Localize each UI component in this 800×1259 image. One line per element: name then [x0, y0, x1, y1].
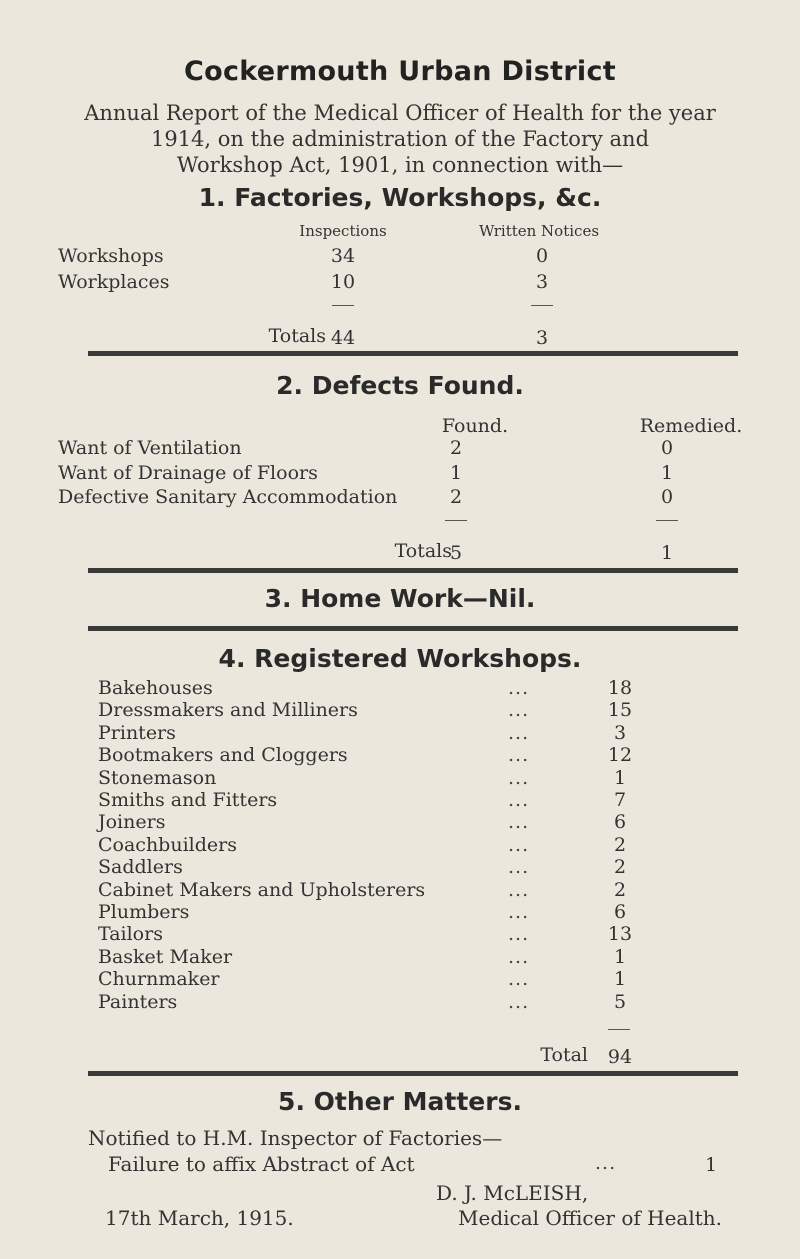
divider-dash [608, 1029, 630, 1030]
workshop-label: Basket Maker [98, 946, 233, 968]
workshop-label: Stonemason [98, 767, 217, 789]
workshop-label: Churnmaker [98, 968, 220, 990]
workshop-count: 15 [607, 699, 633, 721]
remedied-sanitary: 0 [660, 486, 674, 508]
inspections-workplaces: 10 [330, 271, 356, 293]
workshops-total-label: Total [540, 1044, 588, 1066]
row-label-workshops: Workshops [58, 245, 164, 267]
workshop-count: 2 [613, 879, 627, 901]
leader-dots: ... [508, 677, 530, 699]
workshop-count: 3 [613, 722, 627, 744]
other-matters-line-2: Failure to affix Abstract of Act [108, 1152, 415, 1176]
found-drainage: 1 [449, 462, 463, 484]
col-found: Found. [441, 415, 509, 437]
section-rule [88, 1071, 738, 1076]
workshop-label: Saddlers [98, 856, 183, 878]
signature-role: Medical Officer of Health. [458, 1206, 723, 1230]
found-sanitary: 2 [449, 486, 463, 508]
defect-label-ventilation: Want of Ventilation [58, 437, 242, 459]
leader-dots: ... [508, 789, 530, 811]
inspections-workshops: 34 [330, 245, 356, 267]
leader-dots: ... [508, 722, 530, 744]
col-inspections: Inspections [299, 222, 387, 240]
workshop-count: 13 [607, 923, 633, 945]
workshops-total-value: 94 [607, 1046, 633, 1068]
section5-heading: 5. Other Matters. [278, 1087, 522, 1116]
divider-dash [531, 305, 553, 306]
found-ventilation: 2 [449, 437, 463, 459]
leader-dots: ... [508, 901, 530, 923]
totals-notices: 3 [535, 327, 549, 349]
workshop-label: Plumbers [98, 901, 190, 923]
workshop-label: Painters [98, 991, 178, 1013]
other-matters-line-1: Notified to H.M. Inspector of Factories— [88, 1126, 503, 1150]
leader-dots: ... [508, 856, 530, 878]
remedied-ventilation: 0 [660, 437, 674, 459]
workshop-count: 7 [613, 789, 627, 811]
report-date: 17th March, 1915. [105, 1206, 294, 1230]
leader-dots: ... [508, 991, 530, 1013]
workshop-count: 6 [613, 811, 627, 833]
leader-dots: ... [508, 968, 530, 990]
notices-workshops: 0 [535, 245, 549, 267]
workshop-label: Coachbuilders [98, 834, 237, 856]
workshop-count: 2 [613, 834, 627, 856]
workshop-label: Cabinet Makers and Upholsterers [98, 879, 426, 901]
other-matters-value: 1 [704, 1154, 718, 1176]
workshop-count: 1 [613, 968, 627, 990]
section2-heading: 2. Defects Found. [276, 371, 524, 400]
section1-heading: 1. Factories, Workshops, &c. [198, 183, 602, 212]
divider-dash [445, 520, 467, 521]
workshop-label: Bakehouses [98, 677, 213, 699]
divider-dash [332, 305, 354, 306]
leader-dots: ... [508, 923, 530, 945]
leader-dots: ... [508, 767, 530, 789]
col-written-notices: Written Notices [478, 222, 600, 240]
defect-label-drainage: Want of Drainage of Floors [58, 462, 318, 484]
totals-label: Totals [268, 325, 326, 347]
workshop-count: 6 [613, 901, 627, 923]
totals-inspections: 44 [330, 327, 356, 349]
signature-name: D. J. McLEISH, [436, 1181, 589, 1205]
workshop-label: Printers [98, 722, 176, 744]
workshop-count: 5 [613, 991, 627, 1013]
remedied-drainage: 1 [660, 462, 674, 484]
defects-totals-label: Totals [394, 540, 452, 562]
leader-dots: ... [508, 834, 530, 856]
leader-dots: ... [508, 699, 530, 721]
workshop-count: 2 [613, 856, 627, 878]
leader-dots: ... [508, 811, 530, 833]
defects-totals-found: 5 [449, 542, 463, 564]
workshop-label: Joiners [98, 811, 166, 833]
leader-dots: ... [508, 946, 530, 968]
col-remedied: Remedied. [639, 415, 743, 437]
intro-line-3: Workshop Act, 1901, in connection with— [176, 153, 624, 177]
section3-heading: 3. Home Work—Nil. [264, 584, 536, 613]
section-rule [88, 351, 738, 356]
workshop-label: Smiths and Fitters [98, 789, 278, 811]
defects-totals-remedied: 1 [660, 542, 674, 564]
workshop-count: 18 [607, 677, 633, 699]
workshop-label: Bootmakers and Cloggers [98, 744, 348, 766]
workshop-label: Tailors [98, 923, 163, 945]
leader-dots: ... [508, 744, 530, 766]
report-title: Cockermouth Urban District [184, 56, 616, 87]
defect-label-sanitary: Defective Sanitary Accommodation [58, 486, 398, 508]
workshop-label: Dressmakers and Milliners [98, 699, 358, 721]
workshop-count: 12 [607, 744, 633, 766]
leader-dots: ... [595, 1152, 617, 1174]
section-rule [88, 626, 738, 631]
leader-dots: ... [508, 879, 530, 901]
divider-dash [656, 520, 678, 521]
workshop-count: 1 [613, 767, 627, 789]
row-label-workplaces: Workplaces [58, 271, 170, 293]
intro-line-2: 1914, on the administration of the Factory and [150, 127, 650, 151]
notices-workplaces: 3 [535, 271, 549, 293]
intro-line-1: Annual Report of the Medical Officer of Health for the year [84, 101, 716, 125]
section4-heading: 4. Registered Workshops. [218, 644, 582, 673]
workshop-count: 1 [613, 946, 627, 968]
section-rule [88, 568, 738, 573]
